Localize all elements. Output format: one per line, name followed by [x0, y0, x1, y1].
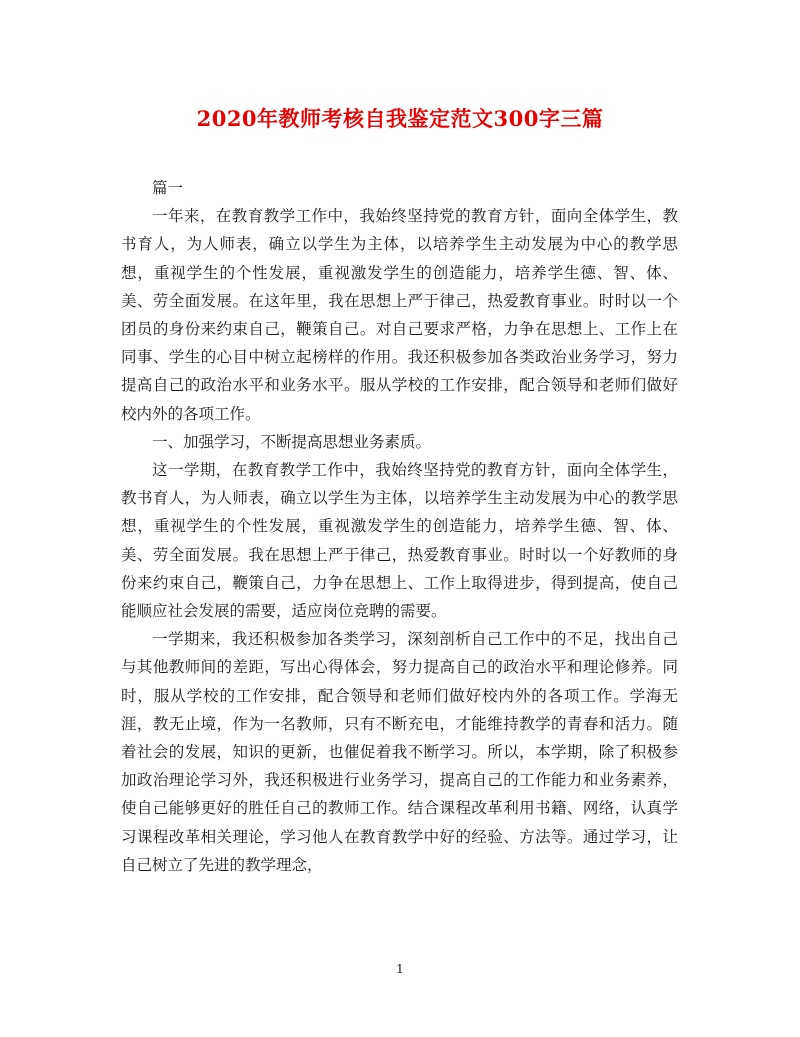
document-body — [121, 174, 678, 879]
page-number: 1 — [396, 962, 404, 976]
body-paragraph: 一年来，在教育教学工作中，我始终坚持党的教育方针，面向全体学生，教书育人，为人师表，确立以学生为主体，以培养学生主动发展为中心的教学思想，重视学生的个性发展，重视激发学生的创造能力，培养学生德、智、体、美、劳全面发展。在这年里，我在思想上严于律己，热爱教育事业。时时以一个团员的身份来约束自己，鞭策自己。对自己要求严格，力争在思想上、工作上在同事、学生的心目中树立起榜样的作用。我还积极参加各类政治业务学习，努力提高自己的政治水平和业务水平。服从学校的工作安排，配合领导和老师们做好校内外的各项工作。 — [121, 207, 678, 423]
section-heading-part-one: 篇一 — [152, 179, 184, 197]
body-paragraph: 一学期来，我还积极参加各类学习，深刻剖析自己工作中的不足，找出自己与其他教师间的差距，写出心得体会，努力提高自己的政治水平和理论修养。同时，服从学校的工作安排，配合领导和老师们做好校内外的各项工作。学海无涯，教无止境，作为一名教师，只有不断充电，才能维持教学的青春和活力。随着社会的发展，知识的更新，也催促着我不断学习。所以，本学期，除了积极参加政治理论学习外，我还积极进行业务学习，提高自己的工作能力和业务素养，使自己能够更好的胜任自己的教师工作。结合课程改革利用书籍、网络，认真学习课程改革相关理论，学习他人在教育教学中好的经验、方法等。通过学习，让自己树立了先进的教学理念， — [121, 630, 678, 874]
document-title: 2020年教师考核自我鉴定范文300字三篇 — [196, 106, 604, 131]
section-heading-study: 一、加强学习，不断提高思想业务素质。 — [152, 432, 432, 451]
body-paragraph: 这一学期，在教育教学工作中，我始终坚持党的教育方针，面向全体学生，教书育人，为人师表，确立以学生为主体，以培养学生主动发展为中心的教学思想，重视学生的个性发展，重视激发学生的创造能力，培养学生德、智、体、美、劳全面发展。我在思想上严于律己，热爱教育事业。时时以一个好教师的身份来约束自己，鞭策自己，力争在思想上、工作上取得进步，得到提高，使自己能顺应社会发展的需要，适应岗位竞聘的需要。 — [121, 461, 678, 621]
